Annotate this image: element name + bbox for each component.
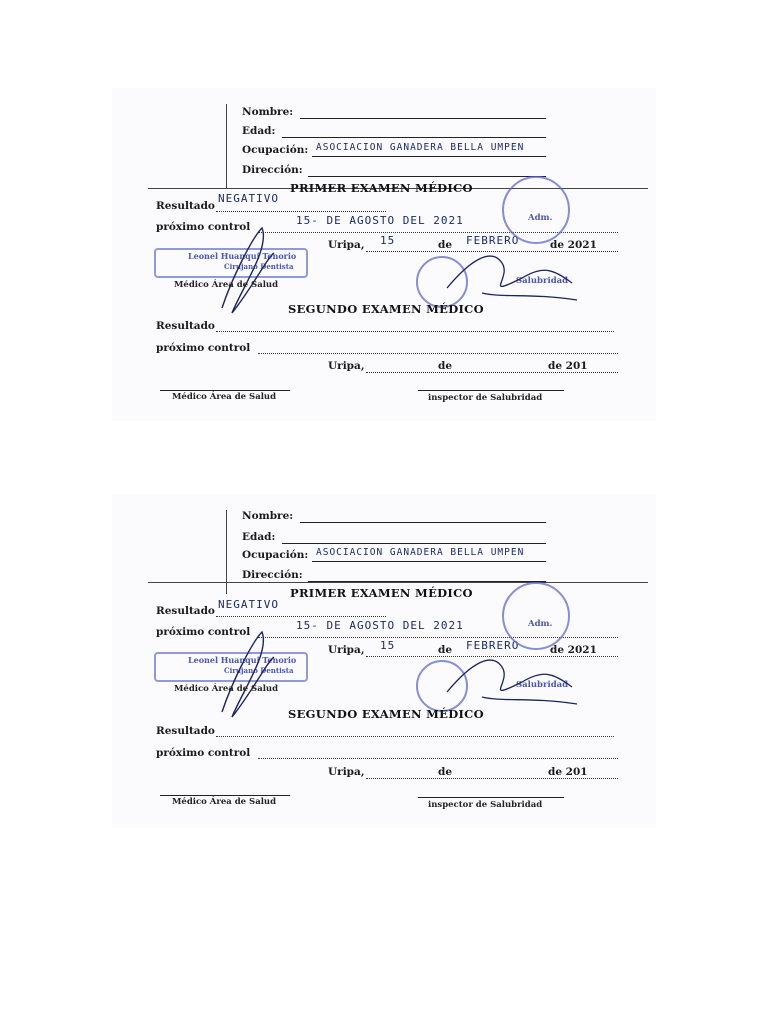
resultado2-label: Resultado xyxy=(156,725,215,737)
resultado2-dots xyxy=(216,331,614,332)
direccion-label: Dirección: xyxy=(242,569,303,581)
proximo-dots xyxy=(258,232,618,233)
ocupacion-line xyxy=(312,561,546,562)
uripa-year: de 2021 xyxy=(550,239,597,251)
edad-label: Edad: xyxy=(242,531,276,543)
inspector-stamp-text: Salubridad xyxy=(516,276,569,286)
uripa-de: de xyxy=(438,644,453,656)
ocupacion-value: ASOCIACION GANADERA BELLA UMPEN xyxy=(316,547,525,558)
resultado-label: Resultado xyxy=(156,605,215,617)
proximo2-label: próximo control xyxy=(156,747,251,759)
resultado2-dots xyxy=(216,736,614,737)
resultado-dots xyxy=(216,616,386,617)
uripa2-year: de 201 xyxy=(548,766,588,778)
segundo-examen-title: SEGUNDO EXAMEN MÉDICO xyxy=(288,707,484,721)
resultado-dots xyxy=(216,211,386,212)
uripa-day: 15 xyxy=(380,639,396,652)
resultado-value: NEGATIVO xyxy=(218,598,279,611)
round-stamp xyxy=(502,582,570,650)
proximo-value: 15- DE AGOSTO DEL 2021 xyxy=(296,214,464,227)
round-stamp xyxy=(502,176,570,244)
ocupacion-value: ASOCIACION GANADERA BELLA UMPEN xyxy=(316,142,525,153)
header-divider xyxy=(148,582,648,583)
primer-examen-title: PRIMER EXAMEN MÉDICO xyxy=(290,586,473,600)
proximo2-dots xyxy=(258,353,618,354)
doctor-stamp-text: Leonel Huanqui Tenorio xyxy=(188,251,297,261)
signature-inspector xyxy=(442,642,582,712)
left-divider xyxy=(226,104,227,188)
medical-card-2 xyxy=(112,494,656,827)
direccion-line xyxy=(308,581,546,582)
medico-label: Médico Área de Salud xyxy=(174,280,279,290)
medico2-label: Médico Área de Salud xyxy=(172,392,277,402)
round-stamp-text: Adm. xyxy=(528,213,553,223)
uripa-month: FEBRERO xyxy=(466,234,520,247)
nombre-line xyxy=(300,522,546,523)
resultado-value: NEGATIVO xyxy=(218,192,279,205)
proximo-label: próximo control xyxy=(156,221,251,233)
proximo-value: 15- DE AGOSTO DEL 2021 xyxy=(296,619,464,632)
ocupacion-label: Ocupación: xyxy=(242,549,309,561)
uripa-month: FEBRERO xyxy=(466,639,520,652)
proximo2-dots xyxy=(258,758,618,759)
uripa2-dots xyxy=(366,778,618,779)
signature-inspector xyxy=(442,238,582,308)
doctor-stamp-sub: Cirujano Dentista xyxy=(224,262,294,271)
edad-line xyxy=(282,137,546,138)
resultado2-label: Resultado xyxy=(156,320,215,332)
uripa2-de: de xyxy=(438,360,453,372)
direccion-label: Dirección: xyxy=(242,164,303,176)
edad-label: Edad: xyxy=(242,125,276,137)
round-stamp-text: Adm. xyxy=(528,619,553,629)
ocupacion-line xyxy=(312,156,546,157)
resultado-label: Resultado xyxy=(156,200,215,212)
medico2-label: Médico Área de Salud xyxy=(172,797,277,807)
medical-card-1 xyxy=(112,88,656,421)
uripa2-dots xyxy=(366,372,618,373)
proximo-label: próximo control xyxy=(156,626,251,638)
inspector-label: inspector de Salubridad xyxy=(428,800,543,810)
proximo2-label: próximo control xyxy=(156,342,251,354)
medico2-line xyxy=(160,795,290,796)
uripa-label: Uripa, xyxy=(328,644,365,656)
nombre-line xyxy=(300,118,546,119)
inspector-line xyxy=(418,390,564,391)
medico-label: Médico Área de Salud xyxy=(174,684,279,694)
inspector-label: inspector de Salubridad xyxy=(428,393,543,403)
uripa-label: Uripa, xyxy=(328,239,365,251)
inspector-line xyxy=(418,797,564,798)
inspector-stamp-text: Salubridad xyxy=(516,680,569,690)
signature-doctor xyxy=(212,622,282,722)
nombre-label: Nombre: xyxy=(242,106,294,118)
uripa-day: 15 xyxy=(380,234,396,247)
uripa2-label: Uripa, xyxy=(328,766,365,778)
uripa2-year: de 201 xyxy=(548,360,588,372)
doctor-stamp-sub: Cirujano Dentista xyxy=(224,666,294,675)
primer-examen-title: PRIMER EXAMEN MÉDICO xyxy=(290,181,473,195)
ocupacion-label: Ocupación: xyxy=(242,144,309,156)
proximo-dots xyxy=(258,637,618,638)
uripa2-de: de xyxy=(438,766,453,778)
edad-line xyxy=(282,543,546,544)
direccion-line xyxy=(308,176,546,177)
uripa2-label: Uripa, xyxy=(328,360,365,372)
uripa-year: de 2021 xyxy=(550,644,597,656)
nombre-label: Nombre: xyxy=(242,510,294,522)
segundo-examen-title: SEGUNDO EXAMEN MÉDICO xyxy=(288,302,484,316)
doctor-stamp-text: Leonel Huanqui Tenorio xyxy=(188,655,297,665)
signature-doctor xyxy=(212,218,282,318)
uripa-de: de xyxy=(438,239,453,251)
medico2-line xyxy=(160,390,290,391)
